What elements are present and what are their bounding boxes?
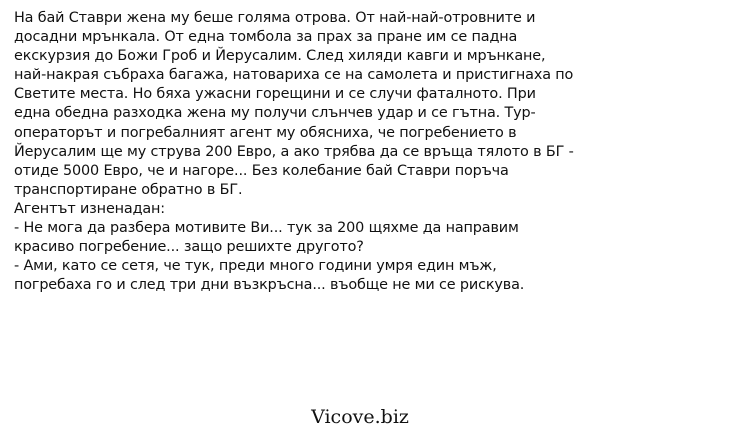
agent-line: Агентът изненадан: <box>14 200 165 217</box>
dialogue-line: - Не мога да разбера мотивите Ви... тук за 200 щяхме да направим красиво погребение... защо решихте другото? <box>14 220 519 256</box>
story-paragraph: На бай Ставри жена му беше голяма отрова. От най-най-отровните и досадни мрънкала. От една томбола за прах за пране им се падна екскурзия до Божи Гроб и Йерусалим. След хиляди кавги и мрънкане, най-накрая събраха багажа, натовариха се на самолета и пристигнаха по Светите места. Но бяха ужасни горещини и се случи фаталното. При една обедна разходка жена му получи слънчев удар и се гътна. Тур-операторът и погребалният агент му обясниха, че погребението в Йерусалим ще му струва 200 Евро, а ако трябва да се връща тялото в БГ - отиде 5000 Евро, че и нагоре... Без колебание бай Ставри поръча транспортиране обратно в БГ. <box>14 10 574 198</box>
site-watermark: Vicove.biz <box>311 406 409 428</box>
joke-text <box>14 9 574 295</box>
dialogue-line: - Ами, като се сетя, че тук, преди много години умря един мъж, погребаха го и след три дни възкръсна... въобще не ми се рискува. <box>14 258 525 294</box>
